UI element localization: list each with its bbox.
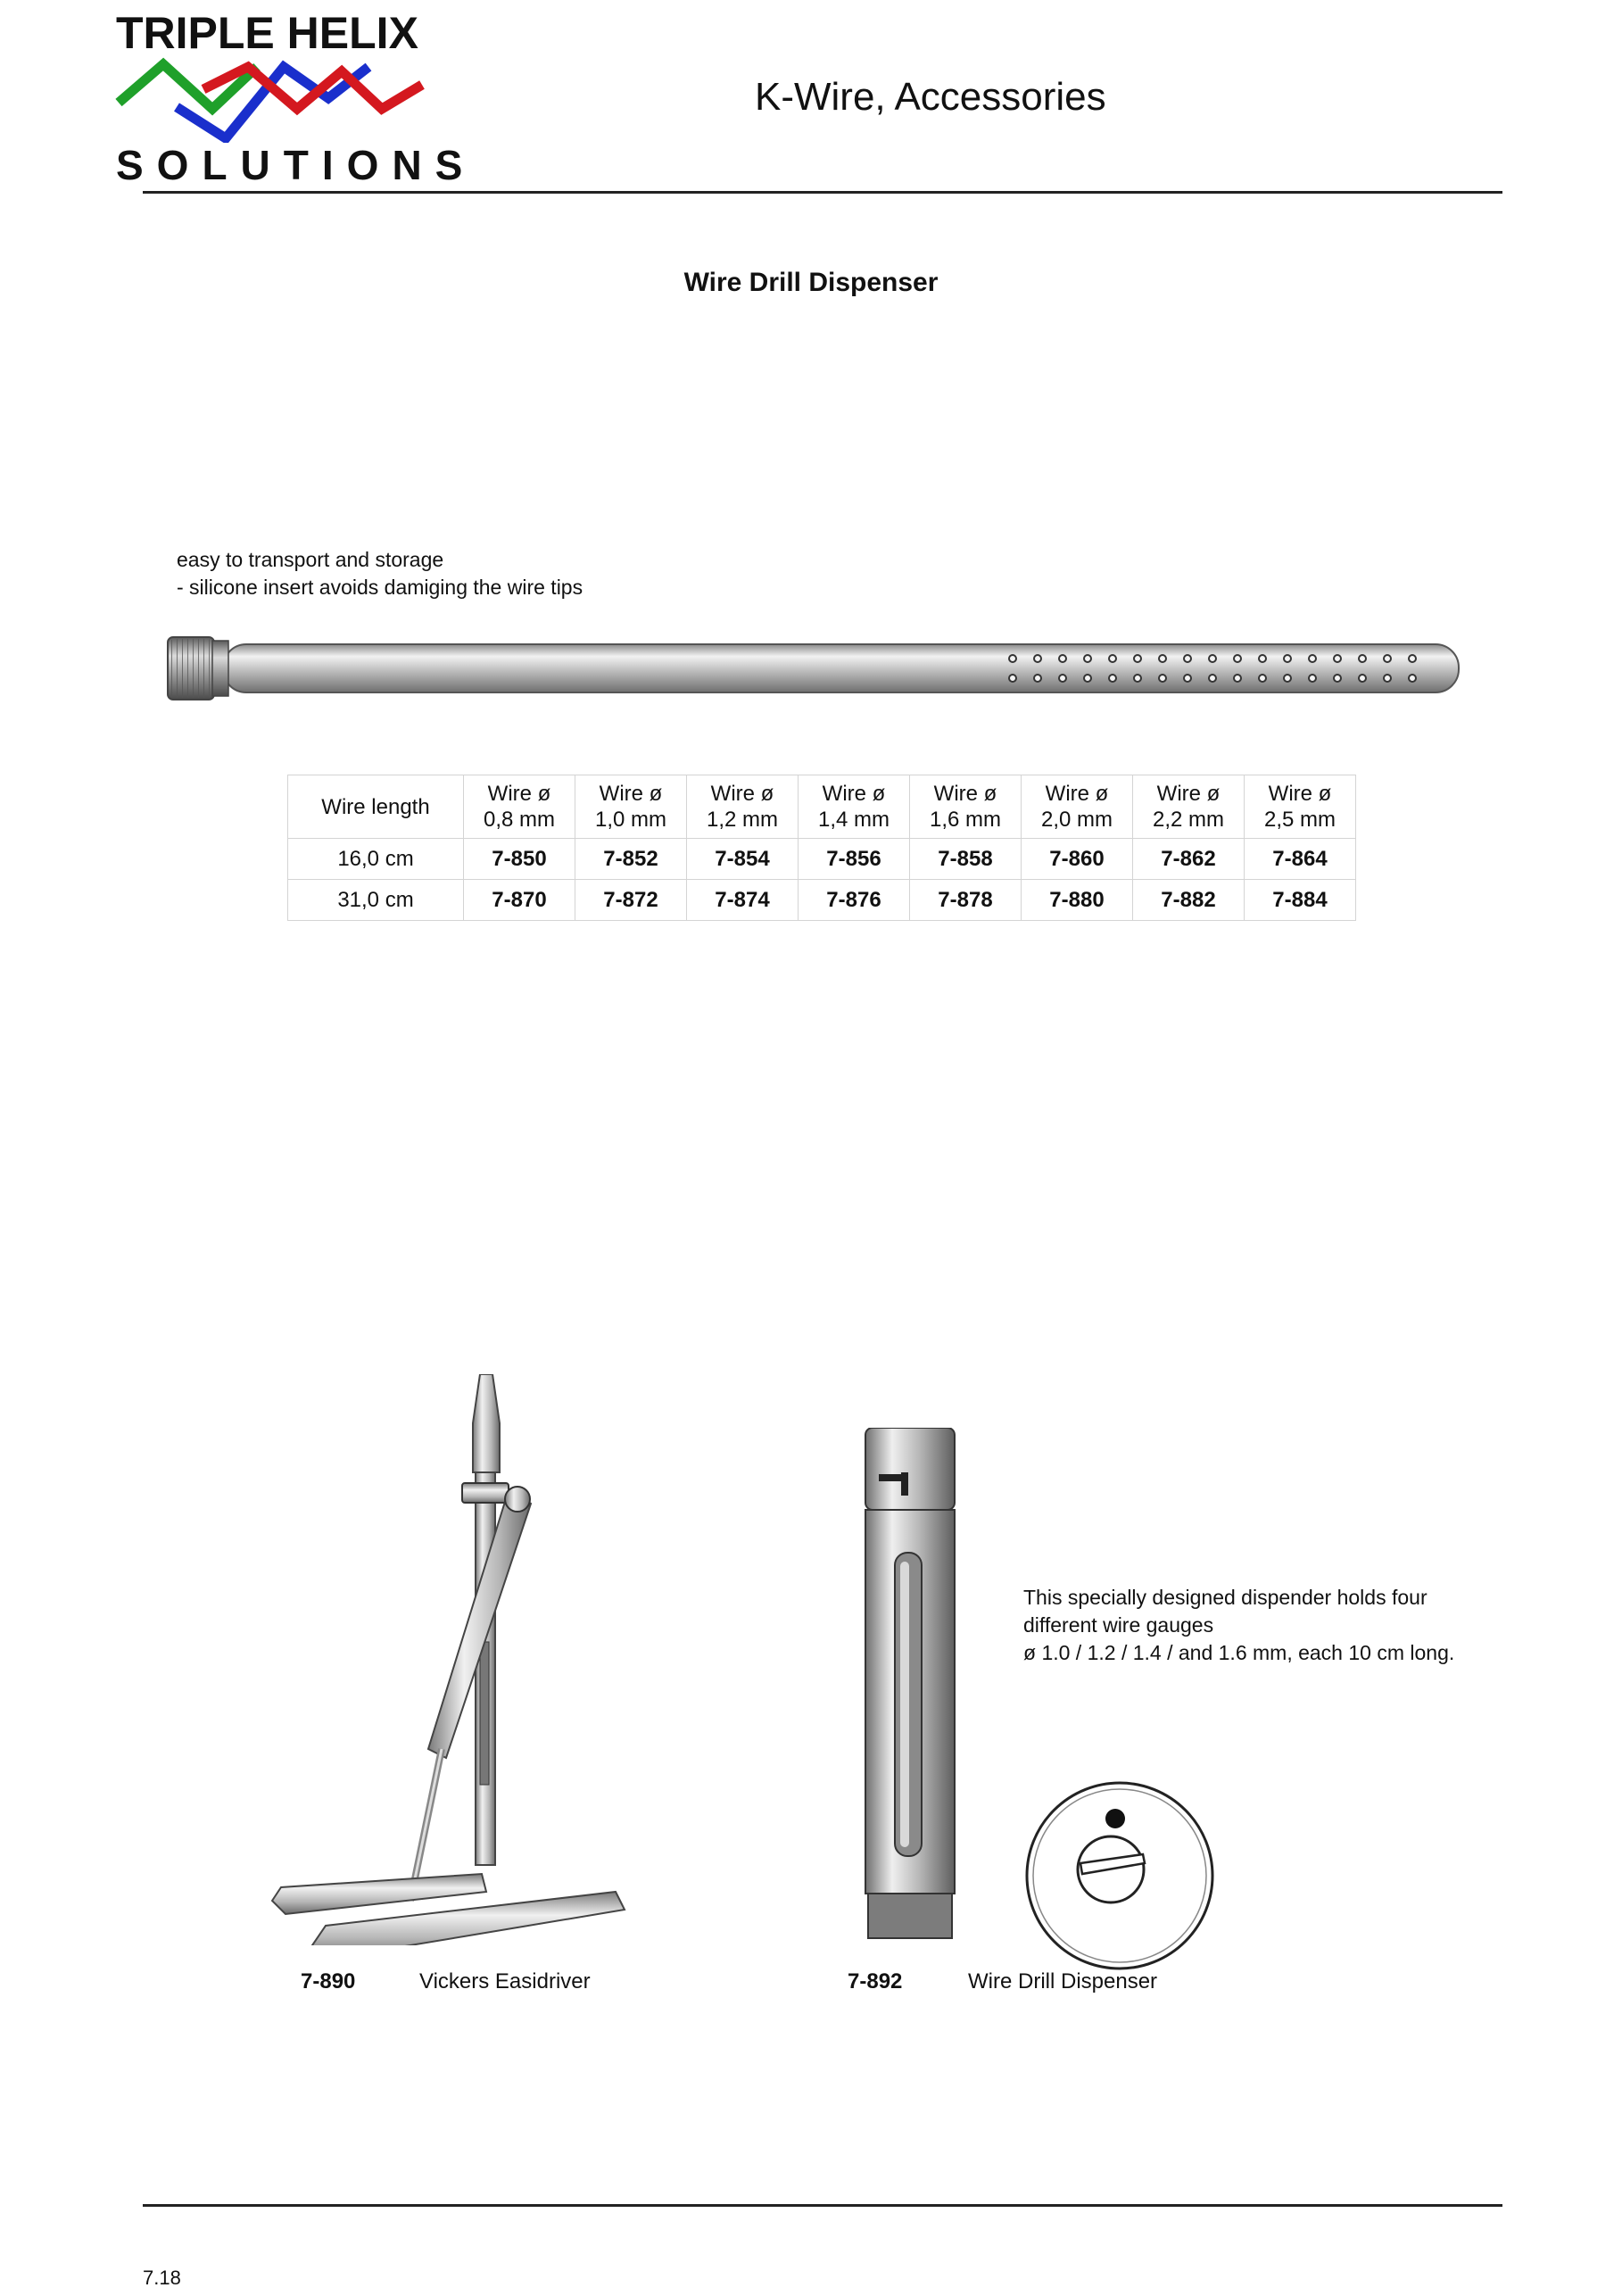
table-cell-code: 7-850 bbox=[464, 839, 575, 880]
description-line: This specially designed dispender holds four bbox=[1023, 1586, 1428, 1609]
header-line: 1,0 mm bbox=[594, 808, 666, 832]
page-title: K-Wire, Accessories bbox=[755, 75, 1106, 119]
product-description bbox=[1023, 1584, 1454, 1667]
description-line: ø 1.0 / 1.2 / 1.4 / and 1.6 mm, each 10 cm long. bbox=[1023, 1641, 1455, 1664]
wire-drill-dispenser-cylinder-image bbox=[861, 1428, 959, 1945]
wire-drill-dispenser-image bbox=[161, 625, 1481, 714]
table-cell-code: 7-858 bbox=[910, 839, 1022, 880]
table-cell-code: 7-876 bbox=[799, 880, 910, 921]
table-cell-length: 16,0 cm bbox=[288, 839, 464, 880]
header-line: 1,2 mm bbox=[706, 808, 778, 832]
helix-logo-icon bbox=[114, 54, 426, 143]
header-line: 2,5 mm bbox=[1263, 808, 1336, 832]
header-line: Wire ø bbox=[1156, 782, 1221, 806]
section-title: Wire Drill Dispenser bbox=[683, 268, 939, 297]
header-line: 2,2 mm bbox=[1152, 808, 1224, 832]
table-header-cell bbox=[1022, 775, 1133, 839]
table-header-cell bbox=[575, 775, 687, 839]
table-cell-code: 7-870 bbox=[464, 880, 575, 921]
feature-list bbox=[177, 546, 583, 601]
product-name: Wire Drill Dispenser bbox=[968, 1969, 1158, 1993]
table-header-cell bbox=[687, 775, 799, 839]
header-line: Wire ø bbox=[1268, 782, 1332, 806]
header-line: 1,6 mm bbox=[929, 808, 1001, 832]
wire-size-table bbox=[287, 775, 1356, 921]
product-code: 7-892 bbox=[848, 1969, 903, 1993]
table-cell-code: 7-852 bbox=[575, 839, 687, 880]
header-line: Wire ø bbox=[487, 782, 551, 806]
dispenser-top-view-image bbox=[1022, 1778, 1218, 1974]
page-number: 7.18 bbox=[143, 2267, 181, 2289]
table-cell-code: 7-856 bbox=[799, 839, 910, 880]
brand-name-bottom: SOLUTIONS bbox=[116, 142, 476, 188]
product-code: 7-890 bbox=[301, 1969, 356, 1993]
table-header-cell: Wire length bbox=[288, 775, 464, 839]
table-cell-length: 31,0 cm bbox=[288, 880, 464, 921]
table-cell-code: 7-854 bbox=[687, 839, 799, 880]
table-cell-code: 7-880 bbox=[1022, 880, 1133, 921]
header-line: Wire ø bbox=[710, 782, 774, 806]
header-line: 2,0 mm bbox=[1040, 808, 1113, 832]
header-line: Wire ø bbox=[599, 782, 663, 806]
table-cell-code: 7-862 bbox=[1133, 839, 1245, 880]
header-divider bbox=[143, 191, 1502, 194]
table-header-cell bbox=[464, 775, 575, 839]
header-line: 1,4 mm bbox=[817, 808, 890, 832]
table-cell-code: 7-864 bbox=[1245, 839, 1356, 880]
header-line: Wire ø bbox=[1045, 782, 1109, 806]
brand-name-top: TRIPLE HELIX bbox=[116, 8, 418, 58]
header-line: Wire ø bbox=[822, 782, 886, 806]
table-cell-code: 7-882 bbox=[1133, 880, 1245, 921]
feature-item: easy to transport and storage bbox=[177, 548, 444, 571]
feature-item: - silicone insert avoids damiging the wire tips bbox=[177, 576, 583, 599]
table-header-cell bbox=[1245, 775, 1356, 839]
header-line: 0,8 mm bbox=[483, 808, 555, 832]
header-line: Wire ø bbox=[933, 782, 997, 806]
table-header-cell bbox=[1133, 775, 1245, 839]
table-cell-code: 7-884 bbox=[1245, 880, 1356, 921]
table-cell-code: 7-874 bbox=[687, 880, 799, 921]
table-header-row bbox=[288, 775, 1356, 839]
vickers-easidriver-image bbox=[259, 1374, 651, 1945]
table-cell-code: 7-860 bbox=[1022, 839, 1133, 880]
table-cell-code: 7-872 bbox=[575, 880, 687, 921]
table-row bbox=[288, 880, 1356, 921]
table-header-cell bbox=[799, 775, 910, 839]
product-name: Vickers Easidriver bbox=[419, 1969, 591, 1993]
table-cell-code: 7-878 bbox=[910, 880, 1022, 921]
description-line: different wire gauges bbox=[1023, 1613, 1214, 1637]
table-header-cell bbox=[910, 775, 1022, 839]
footer-divider bbox=[143, 2204, 1502, 2207]
table-row bbox=[288, 839, 1356, 880]
